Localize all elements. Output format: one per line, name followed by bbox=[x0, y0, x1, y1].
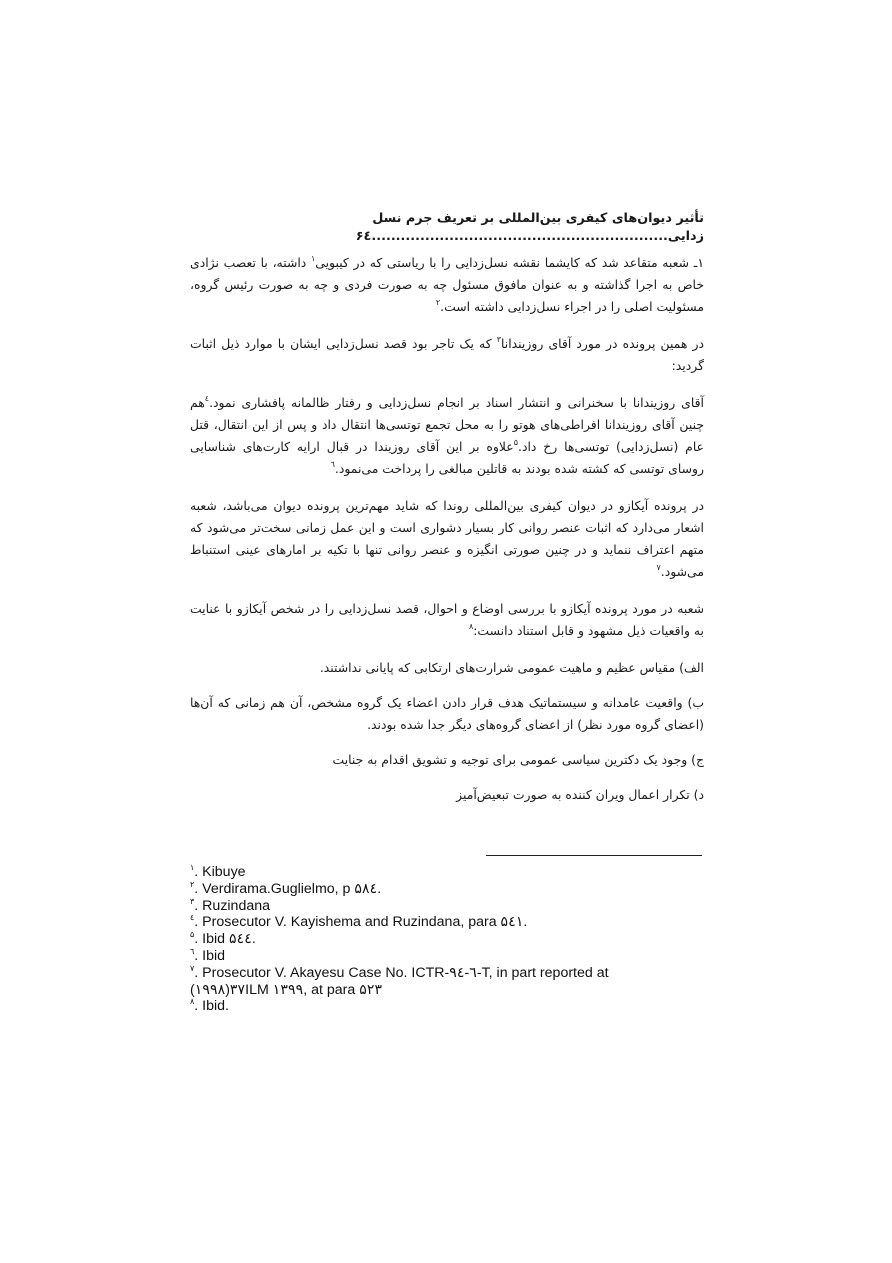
footnote-number: ۳ bbox=[190, 896, 195, 906]
paragraph-text: علاوه بر این آقای روزیندا در قبال ارایه کارت‌های شناسایی روسای توتسی که کشته شده بودند به قاتلین مبالغی را پرداخت می‌نمود. bbox=[190, 439, 704, 476]
section-title-line-1: تأثیر دیوان‌های کیفری بین‌المللی بر تعریف جرم نسل bbox=[372, 211, 704, 226]
footnote-text: (۱۹۹۸)۳۷ILM ۱۳۹۹, at para ۵۲۳ bbox=[190, 981, 383, 998]
footnote-separator bbox=[486, 855, 702, 856]
footnote-text: . Verdirama.Guglielmo, p ۵۸٤. bbox=[194, 880, 382, 897]
paragraph-5 bbox=[190, 598, 704, 642]
footnote-5 bbox=[190, 931, 710, 948]
paragraph-text: هم چنین آقای روزیندانا افراطی‌های هوتو را به محل تجمع توتسی‌ها انتقال داد و پس از این انتقال، قتل عام (نسل‌زدایی) توتسی‌ها رخ داد. bbox=[190, 395, 704, 454]
footnote-7 bbox=[190, 965, 710, 982]
footnote-text: . Prosecutor V. Akayesu Case No. ICTR-۹٦-٤-T, in part reported at bbox=[194, 964, 609, 981]
footnote-1 bbox=[190, 864, 710, 881]
footnotes bbox=[190, 864, 710, 1015]
paragraph-4 bbox=[190, 495, 704, 583]
footnote-number: ۱ bbox=[190, 863, 195, 872]
list-item-jim bbox=[190, 749, 704, 771]
paragraph-text: ج) وجود یک دکترین سیاسی عمومی برای توجیه و تشویق اقدام به جنایت bbox=[332, 752, 704, 767]
paragraph-text: داشته، با تعصب نژادی خاص به اجرا گذاشته و به عنوان مافوق مسئول چه به صورت فردی و چه به صورت رئیس گروه، مسئولیت اصلی را در اجراء نسل‌زدایی داشته است. bbox=[190, 255, 704, 314]
list-item-be bbox=[190, 692, 704, 736]
paragraph-text: ب) واقعیت عامدانه و سیستماتیک هدف قرار دادن اعضاء یک گروه مشخص، آن هم زمانی که آن‌ها (اعضای گروه مورد نظر) از اعضای گروه‌های دیگر جدا شده بودند. bbox=[190, 695, 704, 732]
footnote-number: ٦ bbox=[190, 946, 195, 956]
footnote-ref: ۷ bbox=[656, 563, 661, 572]
paragraph-text: در پرونده آیکازو در دیوان کیفری بین‌المللی روندا که شاید مهم‌ترین پرونده دیوان می‌باشد، شعبه اشعار می‌دارد که اثبات عنصر روانی کار بسیار دشواری است و این عمل زمانی سخت‌تر می‌شود که متهم اعتراف ننماید و در چنین صورتی انگیزه و عنصر روانی تنها با تکیه بر امارهای عینی استنباط می‌شود. bbox=[190, 498, 704, 579]
footnote-text: . Ibid. bbox=[194, 998, 229, 1015]
paragraph-text: آقای روزیندانا با سخنرانی و انتشار اسناد بر انجام نسل‌زدایی و رفتار ظالمانه پافشاری نمود. bbox=[209, 395, 704, 410]
footnote-8 bbox=[190, 998, 710, 1015]
paragraph-1 bbox=[190, 252, 704, 318]
paragraph-text: ۱ـ شعبه متقاعد شد که کایشما نقشه نسل‌زدایی را با ریاستی که در کیبویی bbox=[315, 255, 705, 270]
paragraph-text: شعبه در مورد پرونده آیکازو با بررسی اوضاع و احوال، قصد نسل‌زدایی را در شخص آیکازو با عنایت به واقعیات ذیل مشهود و قابل استناد دانست: bbox=[190, 601, 704, 638]
footnote-text: . Ibid bbox=[194, 947, 226, 964]
footnote-number: ٤ bbox=[190, 913, 195, 923]
footnote-ref: ۲ bbox=[435, 298, 441, 307]
footnote-ref: ۳ bbox=[496, 335, 502, 344]
footnote-ref: ۵ bbox=[513, 438, 518, 447]
paragraph-2 bbox=[190, 333, 704, 377]
footnote-4 bbox=[190, 914, 710, 931]
footnote-2 bbox=[190, 881, 710, 898]
footnote-ref: ۱ bbox=[310, 254, 316, 263]
footnote-ref: ٦ bbox=[330, 460, 335, 469]
list-item-alef bbox=[190, 657, 704, 679]
paragraph-text: الف) مقیاس عظیم و ماهیت عمومی شرارت‌های ارتکابی که پایانی نداشتند. bbox=[319, 660, 704, 675]
paragraph-text: که یک تاجر بود قصد نسل‌زدایی ایشان با موارد ذیل اثبات گردید: bbox=[190, 336, 704, 373]
footnote-ref: ٤ bbox=[204, 394, 210, 403]
footnote-ref: ۸ bbox=[468, 622, 474, 631]
footnote-6 bbox=[190, 948, 710, 965]
footnote-text: . Prosecutor V. Kayishema and Ruzindana, para ۵٤۱. bbox=[194, 914, 528, 931]
footnote-text: . Ibid ۵٤٤. bbox=[194, 931, 256, 948]
footnote-number: ۵ bbox=[190, 930, 195, 940]
paragraph-text: در همین پرونده در مورد آقای روزیندانا bbox=[501, 336, 705, 351]
footnote-text: . Ruzindana bbox=[194, 897, 271, 914]
list-item-dal bbox=[190, 784, 704, 806]
paragraph-3 bbox=[190, 392, 704, 480]
footnote-number: ۲ bbox=[190, 879, 195, 889]
section-title-line-2: زدایی.............................................................۶٤ bbox=[355, 229, 704, 244]
footnote-number: ۷ bbox=[190, 963, 195, 973]
body-text bbox=[190, 210, 704, 819]
footnote-7-continued bbox=[190, 982, 710, 999]
footnote-3 bbox=[190, 898, 710, 915]
paragraph-text: د) تکرار اعمال ویران کننده به صورت تبعیض‌آمیز bbox=[456, 787, 704, 802]
footnote-text: . Kibuye bbox=[194, 864, 246, 880]
footnote-number: ۸ bbox=[190, 997, 195, 1007]
